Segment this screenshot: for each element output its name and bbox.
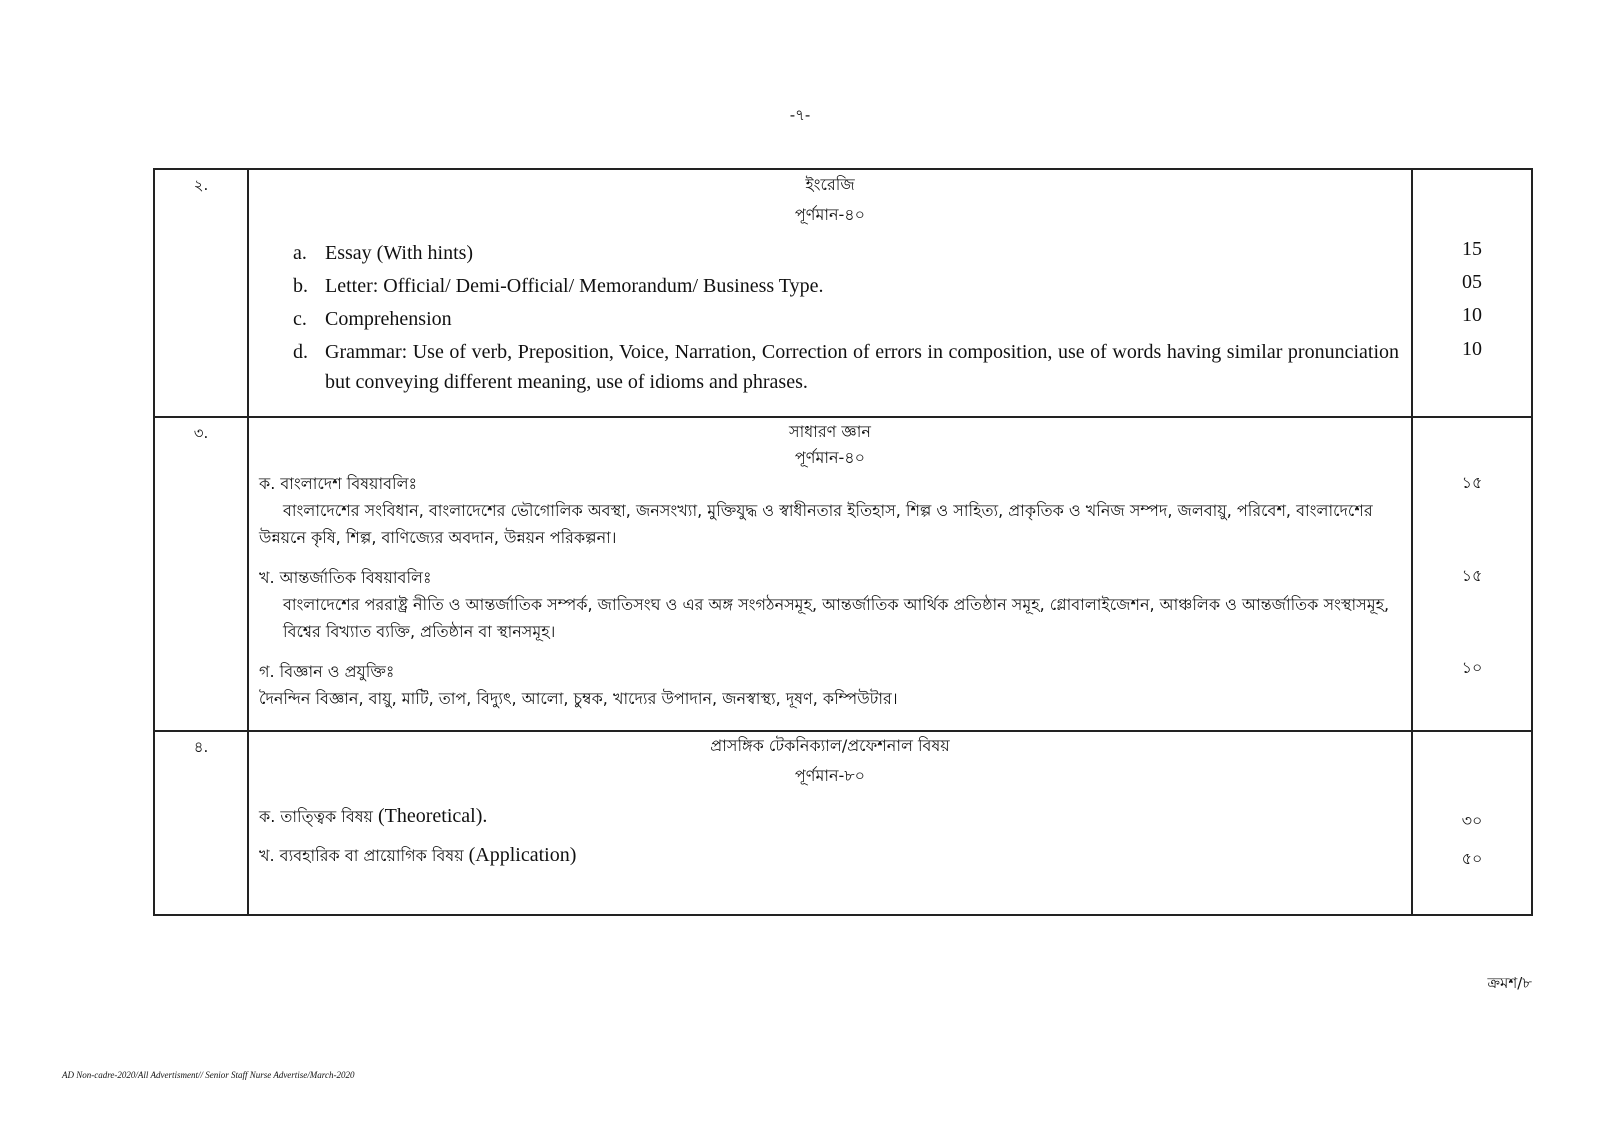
table-row-general-knowledge — [154, 417, 1532, 731]
subsection-heading: ক. বাংলাদেশ বিষয়াবলিঃ — [259, 474, 418, 493]
section-technical — [248, 731, 1412, 915]
marks-column — [1412, 169, 1532, 417]
page-number: -৭- — [789, 106, 811, 124]
list-item: a. Essay (With hints) — [293, 242, 474, 264]
subsection-text: দৈনন্দিন বিজ্ঞান, বায়ু, মাটি, তাপ, বিদ্যুৎ, আলো, চুম্বক, খাদ্যের উপাদান, জনস্বাস্থ্য, দূষণ, কম্পিউটার। — [259, 689, 898, 708]
full-marks: পূর্ণমান-৮০ — [794, 766, 866, 785]
section-title: সাধারণ জ্ঞান — [789, 422, 871, 441]
marks-column — [1412, 417, 1532, 731]
list-item: c. Comprehension — [293, 308, 452, 330]
continued-note: ক্রমশ/৮ — [1487, 974, 1532, 992]
subsection-heading: গ. বিজ্ঞান ও প্রযুক্তিঃ — [259, 662, 395, 681]
marks-value: 10 — [1462, 338, 1482, 360]
technical-item: ক. তাত্ত্বিক বিষয় (Theoretical). — [259, 805, 488, 827]
marks-value: ১০ — [1461, 658, 1483, 677]
serial-number: ৪. — [154, 731, 248, 915]
marks-value: 10 — [1462, 304, 1482, 326]
section-general-knowledge — [248, 417, 1412, 731]
table-row-english — [154, 169, 1532, 417]
subsection-bangladesh — [249, 471, 1411, 551]
marks-value: ১৫ — [1461, 566, 1483, 585]
marks-value: ৫০ — [1461, 849, 1483, 868]
table-row-technical — [154, 731, 1532, 915]
footer-reference: AD Non-cadre-2020/All Advertisment// Senior Staff Nurse Advertise/March-2020 — [62, 1070, 355, 1080]
marks-value: ১৫ — [1461, 473, 1483, 492]
marks-column — [1412, 731, 1532, 915]
syllabus-table — [153, 168, 1533, 916]
subsection-heading: খ. আন্তর্জাতিক বিষয়াবলিঃ — [259, 568, 432, 587]
technical-item: খ. ব্যবহারিক বা প্রায়োগিক বিষয় (Application) — [259, 844, 577, 866]
subsection-text: বাংলাদেশের সংবিধান, বাংলাদেশের ভৌগোলিক অবস্থা, জনসংখ্যা, মুক্তিযুদ্ধ ও স্বাধীনতার ইতিহাস, শিল্প ও সাহিত্য, প্রাকৃতিক ও খনিজ সম্পদ, জলবায়ু, পরিবেশ, বাংলাদেশের উন্নয়নে কৃষি, শিল্প, বাণিজ্যের অবদান, উন্নয়ন পরিকল্পনা। — [259, 501, 1373, 547]
subsection-science — [249, 659, 1411, 712]
subsection-text: বাংলাদেশের পররাষ্ট্র নীতি ও আন্তর্জাতিক সম্পর্ক, জাতিসংঘ ও এর অঙ্গ সংগঠনসমূহ, আন্তর্জাতিক আর্থিক প্রতিষ্ঠান সমূহ, গ্লোবালাইজেশন, আঞ্চলিক ও আন্তর্জাতিক সংস্থাসমূহ, বিশ্বের বিখ্যাত ব্যক্তি, প্রতিষ্ঠান বা স্থানসমূহ। — [283, 595, 1390, 641]
full-marks: পূর্ণমান-৪০ — [794, 205, 866, 224]
serial-number: ৩. — [154, 417, 248, 731]
section-title: প্রাসঙ্গিক টেকনিক্যাল/প্রফেশনাল বিষয় — [710, 736, 950, 755]
subsection-international — [249, 565, 1411, 645]
section-title: ইংরেজি — [805, 175, 855, 194]
english-topic-list — [249, 228, 1411, 414]
marks-value: 15 — [1462, 238, 1482, 260]
section-english — [248, 169, 1412, 417]
list-item: d. Grammar: Use of verb, Preposition, Voice, Narration, Correction of errors in composition, use of words having similar pronunciation but conveying different meaning, use of idioms and phrases. — [293, 341, 1399, 393]
serial-number: ২. — [154, 169, 248, 417]
marks-value: 05 — [1462, 271, 1482, 293]
list-item: b. Letter: Official/ Demi-Official/ Memorandum/ Business Type. — [293, 275, 824, 297]
full-marks: পূর্ণমান-৪০ — [794, 448, 866, 467]
marks-value: ৩০ — [1461, 811, 1483, 830]
